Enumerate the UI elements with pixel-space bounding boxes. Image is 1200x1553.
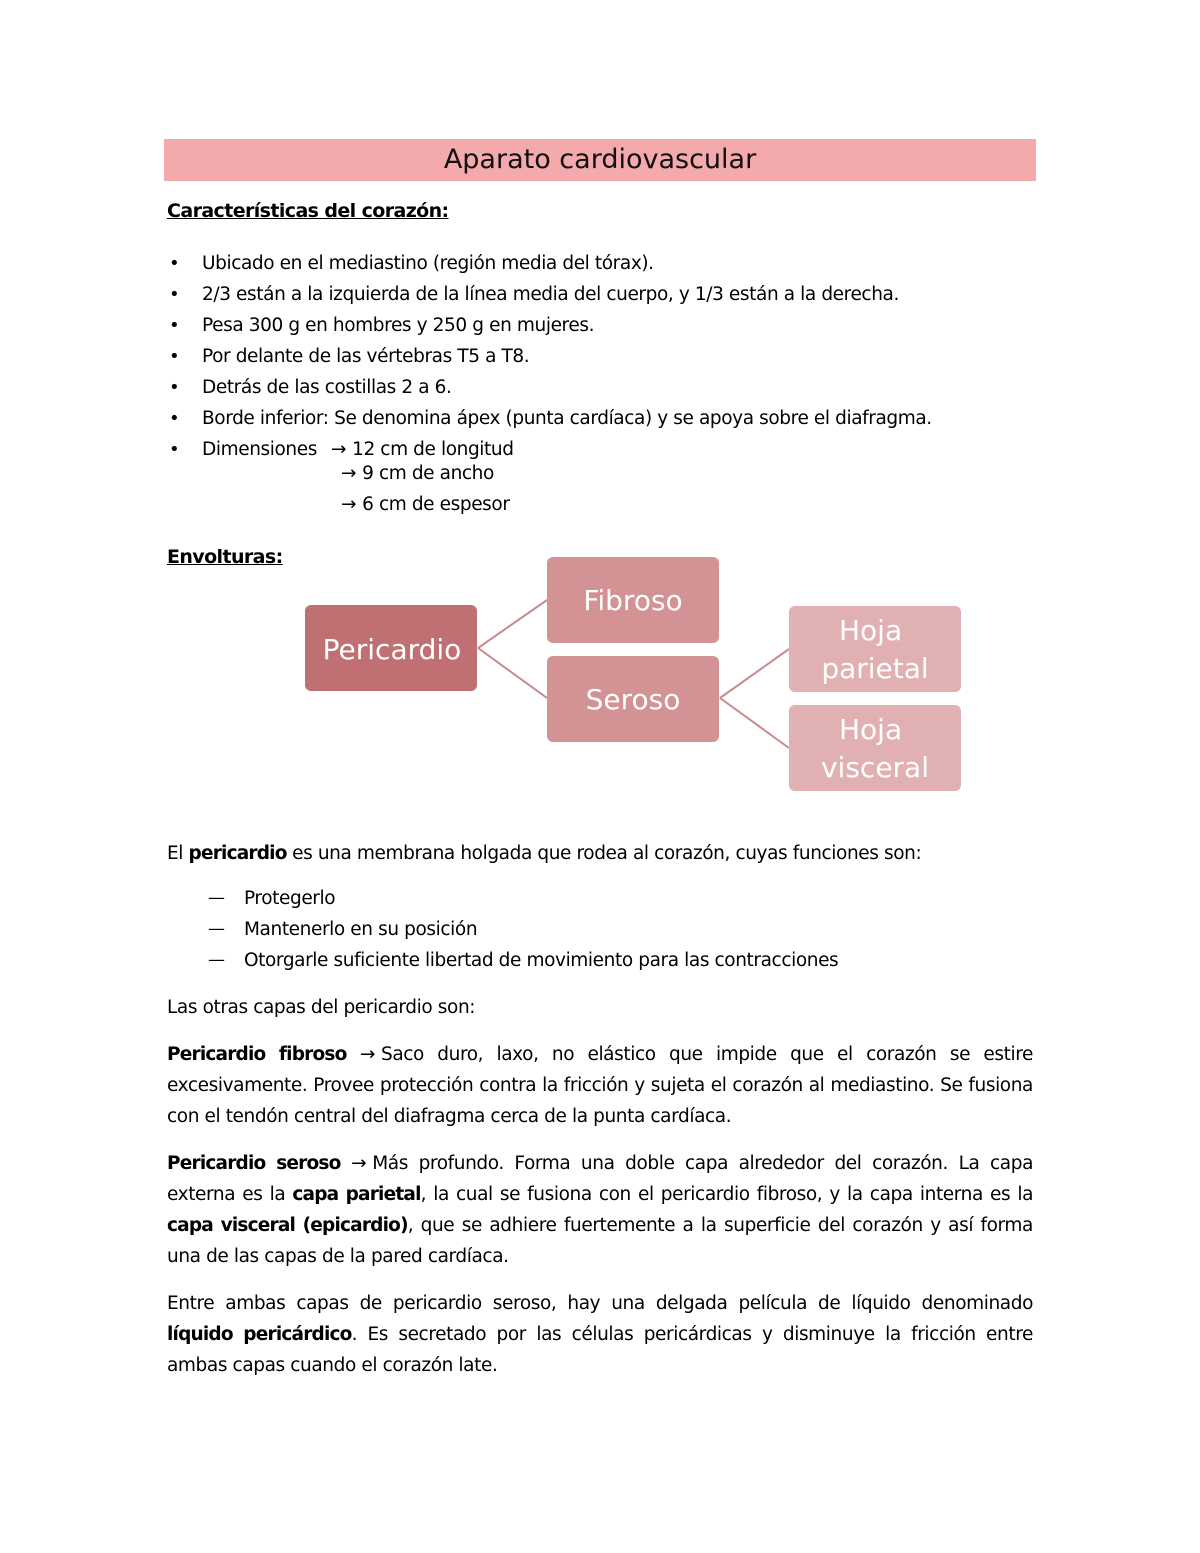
dimension-value: 9 cm de ancho (362, 463, 494, 484)
bold-term: capa visceral (epicardio) (167, 1215, 408, 1236)
node-label-line: visceral (820, 751, 930, 784)
dimension-value: 6 cm de espesor (362, 494, 510, 515)
text-run: , la cual se fusiona con el pericardio fibroso, y la capa interna es la (420, 1184, 1034, 1205)
text-run: Entre ambas capas de pericardio seroso, hay una delgada película de líquido denominado (167, 1293, 1033, 1314)
node-label: Fibroso (583, 584, 683, 617)
text-run: . Es secretado por las células pericárdicas y disminuye la fricción entre ambas capas cuando el corazón late. (167, 1324, 1034, 1376)
connector-line (478, 648, 547, 698)
text-run: , que se adhiere fuertemente a la superficie del corazón y así forma una de las capas de la pared cardíaca. (167, 1215, 1033, 1267)
fibroso-paragraph (167, 1039, 1033, 1132)
list-item: • Borde inferior: Se denomina ápex (punta cardíaca) y se apoya sobre el diafragma. (167, 403, 1027, 434)
bold-term: Pericardio fibroso (167, 1044, 347, 1065)
connector-line (720, 698, 789, 748)
list-item: • Pesa 300 g en hombres y 250 g en mujeres. (167, 310, 1027, 341)
bold-term: pericardio (188, 843, 287, 864)
list-item: — Otorgarle suficiente libertad de movimiento para las contracciones (167, 945, 838, 976)
node-label: Pericardio (322, 633, 462, 666)
list-item: • Detrás de las costillas 2 a 6. (167, 372, 1027, 403)
envolturas-heading: Envolturas: (167, 546, 283, 568)
arrow-icon: → (341, 494, 357, 515)
node-seroso (547, 656, 719, 742)
arrow-icon: → (341, 463, 357, 484)
node-label-line: Hoja (838, 713, 903, 746)
arrow-icon: → (330, 439, 347, 460)
bold-term: líquido pericárdico (167, 1324, 352, 1345)
node-label: Seroso (585, 683, 681, 716)
text-run: El (167, 843, 189, 864)
bold-term: Pericardio seroso (167, 1153, 341, 1174)
characteristics-heading: Características del corazón: (167, 200, 449, 222)
list-item: — Protegerlo (167, 883, 838, 914)
connector-line (478, 600, 547, 648)
bold-term: capa parietal (292, 1184, 421, 1205)
text-run: Saco duro, laxo, no elástico que impide que el corazón se estire excesivamente. Provee protección contra la fricción y sujeta el corazón al mediastino. Se fusiona con el tendón central del diafragma cerca de la punta cardíaca. (167, 1044, 1033, 1127)
list-item: • Ubicado en el mediastino (región media del tórax). (167, 248, 1027, 279)
dimensions-label: Dimensiones (202, 439, 317, 460)
text-run: es una membrana holgada que rodea al corazón, cuyas funciones son: (286, 843, 922, 864)
pericardio-intro (167, 838, 1033, 869)
dimension-value: 12 cm de longitud (352, 439, 514, 460)
list-item: • 2/3 están a la izquierda de la línea media del cuerpo, y 1/3 están a la derecha. (167, 279, 1027, 310)
functions-list (167, 883, 838, 976)
node-hoja-visceral (789, 705, 961, 791)
node-label-line: parietal (821, 652, 929, 685)
node-hoja-parietal (789, 606, 961, 692)
list-item: • Por delante de las vértebras T5 a T8. (167, 341, 1027, 372)
text-run: Más profundo. Forma una doble capa alrededor del corazón. La capa externa es la (167, 1153, 1034, 1205)
page-title: Aparato cardiovascular (164, 139, 1036, 181)
node-pericardio (305, 605, 477, 691)
connector-line (720, 649, 789, 698)
node-fibroso (547, 557, 719, 643)
seroso-paragraph (167, 1148, 1033, 1272)
arrow-icon: → (359, 1044, 375, 1065)
node-label-line: Hoja (838, 614, 903, 647)
arrow-icon: → (351, 1153, 367, 1174)
other-layers-intro: Las otras capas del pericardio son: (167, 997, 476, 1018)
list-item: — Mantenerlo en su posición (167, 914, 838, 945)
liquido-paragraph (167, 1288, 1033, 1381)
